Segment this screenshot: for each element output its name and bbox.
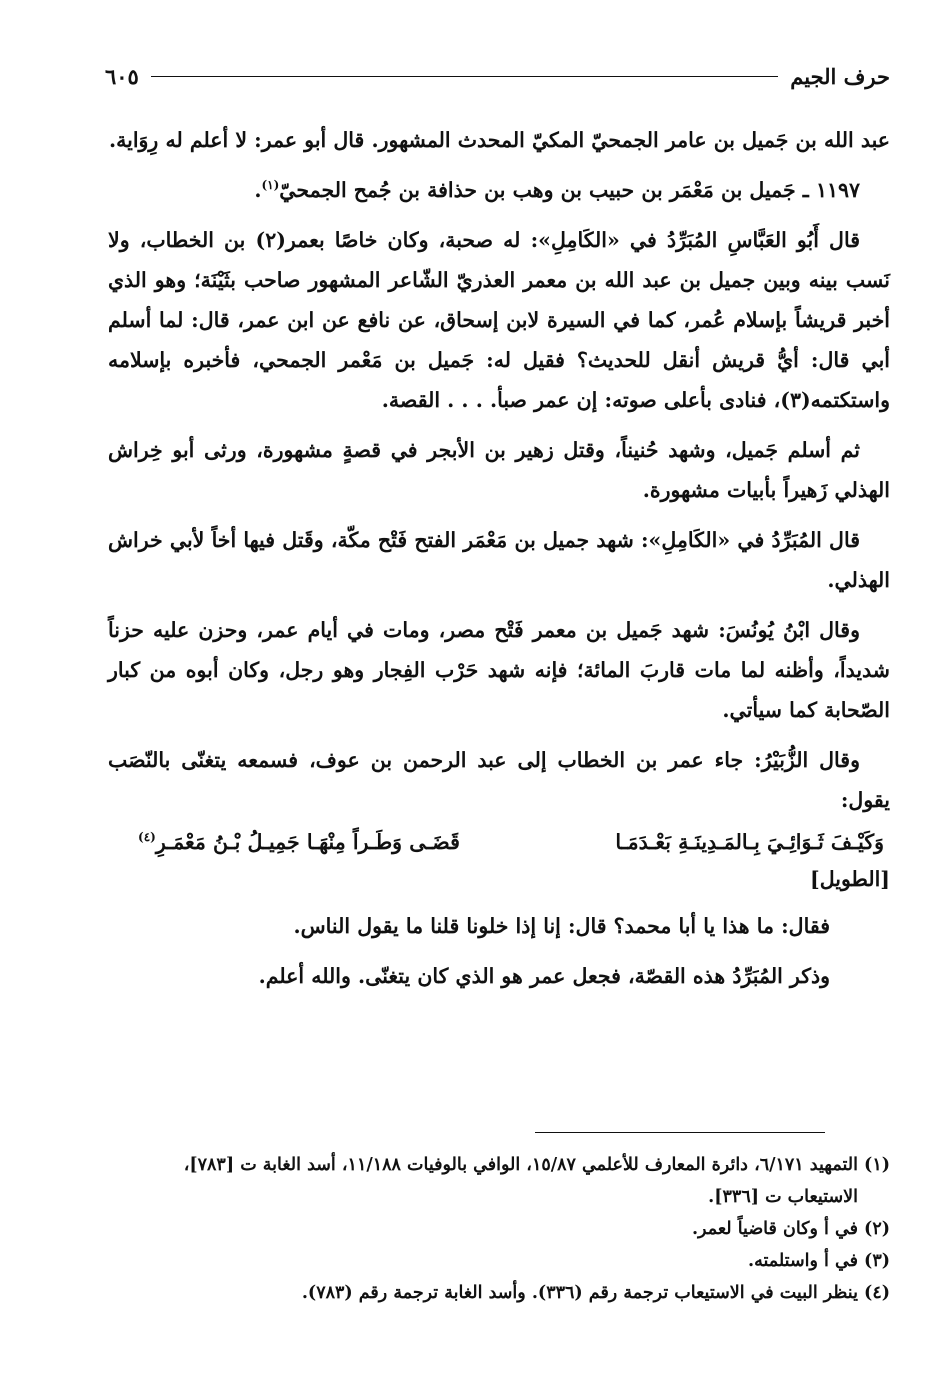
footnote-number: (١) (864, 1155, 890, 1175)
footnote-text: في أ وكان قاضياً لعمر. (691, 1219, 858, 1239)
paragraph-text: قال أَبُو العَبَّاسِ المُبَرِّدُ في «الكَامِلِ»: له صحبة، وكان خاصًا بعمر(٢) بن الخطاب، ولا نَسب بينه وبين جميل بن عبد الله بن معمر العذريّ الشّاعر المشهور صاحب بثَيْنَة؛ وهو الذي أخبر قريشاً بإسلام عُمر، كما في السيرة لابن إسحاق، عن نافع عن ابن عمر، قال: لما أسلم أبي قال: أيُّ قريش أنقل للحديث؟ فقيل له: جَميل بن مَعْمر الجمحي، فأخبره بإسلامه واستكتمه(٣)، فنادى بأعلى صوته: إن عمر صبأ. . . . القصة. (108, 228, 890, 412)
paragraph-text: عبد الله بن جَميل بن عامر الجمحيّ المكيّ المحدث المشهور. قال أبو عمر: لا أعلم له رِوَاية. (108, 128, 890, 152)
running-title: حرف الجيم (790, 63, 890, 89)
footnote-ref: (١) (261, 178, 280, 193)
paragraph (108, 220, 890, 420)
footnote-ref: (٤) (138, 830, 156, 845)
footnote-continuation: الاستيعاب ت [٣٣٦]. (708, 1187, 858, 1207)
footnote (105, 1278, 890, 1308)
footnote (105, 1246, 890, 1276)
page-header (105, 58, 890, 94)
footnote-number: (٣) (864, 1251, 890, 1271)
verse-second-text: قَضَـى وَطَـراً مِنْهَـا جَمِيـلُ بْـنُ مَعْمَـرِ (155, 830, 460, 854)
paragraph (108, 740, 890, 820)
entry-title: ١١٩٧ ـ جَميل بن مَعْمَر بن حبيب بن وهب بن حذافة بن جُمح الجمحيّ (279, 178, 860, 202)
paragraph-text: . (254, 178, 262, 202)
paragraph: وذكر المُبَرِّدُ هذه القصّة، فجعل عمر هو الذي كان يتغنّى. والله أعلم. (258, 964, 830, 988)
footnote-rule (535, 1132, 825, 1133)
footnote-text: ينظر البيت في الاستيعاب ترجمة رقم (٣٣٦). وأسد الغابة ترجمة رقم (٧٨٣). (301, 1283, 858, 1303)
paragraph (108, 430, 890, 510)
paragraph-text: قال المُبَرِّدُ في «الكَامِلِ»: شهد جميل بن مَعْمَر الفتح فَتْح مكّة، وقَتل فيها أخاً لأبي خراش الهذلي. (108, 528, 890, 592)
paragraph-text: ثم أسلم جَميل، وشهد حُنيناً، وقتل زهير بن الأبجر في قصةٍ مشهورة، ورثى أبو خِراش الهذلي زَهيراً بأبيات مشهورة. (108, 438, 890, 502)
footnote-text: في أ واستلمته. (748, 1251, 858, 1271)
verse-second-hemistich (138, 822, 460, 862)
paragraph: فقال: ما هذا يا أبا محمد؟ قال: إنا إذا خلونا قلنا ما يقول الناس. (293, 914, 830, 938)
header-rule (151, 76, 778, 77)
footnote (105, 1150, 890, 1180)
paragraph (108, 610, 890, 730)
footnotes (105, 1150, 890, 1310)
paragraph-text: وقال ابْنُ يُونُسَ: شهد جَميل بن معمر فَتْح مصر، ومات في أيام عمر، وحزن عليه حزناً شديداً، وأظنه لما مات قاربَ المائة؛ فإنه شهد حَرْب الفِجار وهو رجل، وكان أبوه من كبار الصّحابة كما سيأتي. (108, 618, 890, 722)
paragraph (108, 120, 890, 160)
paragraph-text: وقال الزُّبَيْرُ: جاء عمر بن الخطاب إلى عبد الرحمن بن عوف، فسمعه يتغنّى بالنّصَب يقول: (108, 748, 890, 812)
entry-heading (108, 170, 890, 210)
verse-first-hemistich: وَكَيْـفَ ثَـوَائِـيَ بِـالمَـدِينَـةِ بَعْـدَمَـا (615, 830, 884, 854)
footnote (105, 1214, 890, 1244)
page-number: ٦٠٥ (105, 63, 139, 89)
main-text (108, 120, 890, 1006)
footnote-number: (٤) (864, 1283, 890, 1303)
verse-meter: [الطويل] (810, 867, 890, 891)
paragraph (108, 520, 890, 600)
footnote-number: (٢) (864, 1219, 890, 1239)
poem-verse (108, 822, 890, 862)
footnote-text: التمهيد ٦/١٧١، دائرة المعارف للأعلمي ١٥/٨٧، الوافي بالوفيات ١١/١٨٨، أسد الغابة ت [٧٨٣]، (183, 1155, 858, 1175)
